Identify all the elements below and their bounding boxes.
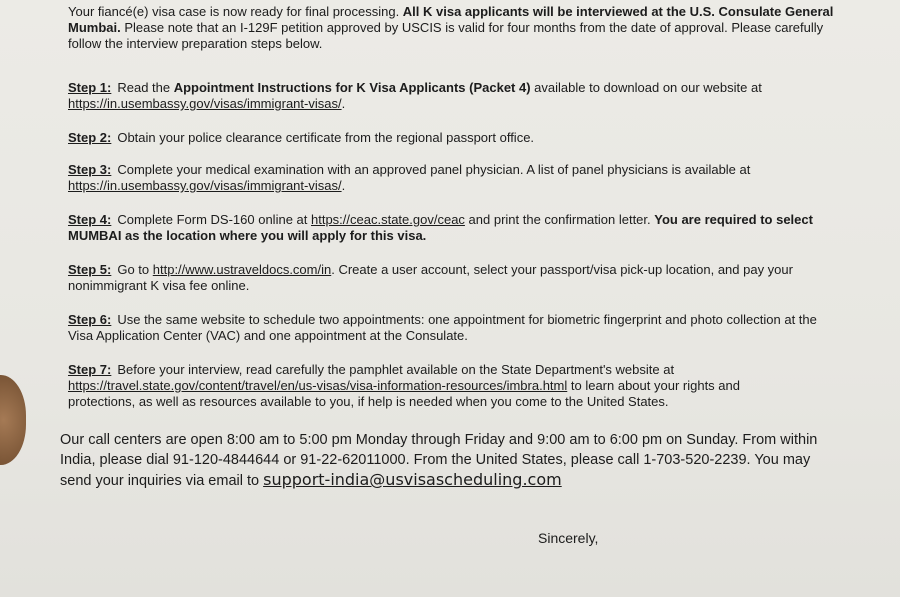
step-text: Complete Form DS-160 online at — [117, 212, 311, 227]
step-text: nonimmigrant K visa fee online. — [68, 278, 250, 293]
step-1 — [68, 80, 762, 112]
intro-paragraph — [68, 4, 833, 52]
step-text: . — [341, 178, 346, 193]
contact-paragraph — [60, 430, 817, 491]
intro-bold-text: All K visa applicants will be interviewed at the U.S. Consulate General — [402, 4, 834, 19]
step-label: Step 4: — [68, 212, 112, 227]
closing-signoff: Sincerely, — [538, 530, 599, 546]
step-6 — [68, 312, 817, 344]
step-label: Step 5: — [68, 262, 112, 277]
step-text: Before your interview, read carefully the pamphlet available on the State Department's website at — [117, 362, 675, 377]
step-label: Step 6: — [68, 312, 112, 327]
step-7 — [68, 362, 740, 410]
thumb-photo-edge — [0, 375, 26, 465]
step-text: Complete your medical examination with an approved panel physician. A list of panel physicians is available at — [117, 162, 751, 177]
usembassy-link[interactable]: https://in.usembassy.gov/visas/immigrant-visas/ — [68, 178, 342, 193]
contact-hours: Our call centers are open 8:00 am to 5:00 pm Monday through Friday and 9:00 am to 6:00 pm on Sunday. From within — [60, 432, 818, 448]
usembassy-link[interactable]: https://in.usembassy.gov/visas/immigrant-visas/ — [68, 96, 342, 111]
step-text: Read the — [117, 80, 174, 95]
step-label: Step 2: — [68, 130, 112, 145]
step-4 — [68, 212, 813, 244]
ceac-link[interactable]: https://ceac.state.gov/ceac — [311, 212, 465, 227]
contact-email-intro: send your inquiries via email to — [60, 473, 264, 489]
intro-bold-city: Mumbai. — [68, 20, 121, 35]
contact-phones: India, please dial 91-120-4844644 or 91-22-62011000. From the United States, please call 1-703-520-2239. You may — [60, 452, 811, 468]
intro-text: Your fiancé(e) visa case is now ready for final processing. — [68, 4, 403, 19]
step-text: Use the same website to schedule two appointments: one appointment for biometric fingerprint and photo collection at the — [117, 312, 817, 327]
step-text: . Create a user account, select your passport/visa pick-up location, and pay your — [331, 262, 793, 277]
support-email-link[interactable]: support-india@usvisascheduling.com — [263, 470, 562, 489]
step-bold-text: MUMBAI as the location where you will apply for this visa. — [68, 228, 427, 243]
step-2 — [68, 130, 534, 146]
imbra-link[interactable]: https://travel.state.gov/content/travel/en/us-visas/visa-information-resources/imbra.html — [68, 378, 568, 393]
step-5 — [68, 262, 793, 294]
step-text: Visa Application Center (VAC) and one appointment at the Consulate. — [68, 328, 468, 343]
step-label: Step 1: — [68, 80, 112, 95]
ustraveldocs-link[interactable]: http://www.ustraveldocs.com/in — [152, 262, 332, 277]
step-text: . — [341, 96, 346, 111]
step-text: Obtain your police clearance certificate from the regional passport office. — [117, 130, 535, 145]
step-label: Step 7: — [68, 362, 112, 377]
step-text: Go to — [117, 262, 153, 277]
step-text: protections, as well as resources available to you, if help is needed when you come to the United States. — [68, 394, 669, 409]
step-text: available to download on our website at — [530, 80, 762, 95]
step-bold-text: You are required to select — [654, 212, 813, 227]
intro-text-3: follow the interview preparation steps below. — [68, 36, 323, 51]
step-bold-text: Appointment Instructions for K Visa Applicants (Packet 4) — [173, 80, 531, 95]
step-3 — [68, 162, 750, 194]
intro-text-2: Please note that an I-129F petition approved by USCIS is valid for four months from the date of approval. Please carefully — [120, 20, 824, 35]
step-text: and print the confirmation letter. — [464, 212, 655, 227]
step-label: Step 3: — [68, 162, 112, 177]
step-text: to learn about your rights and — [567, 378, 740, 393]
